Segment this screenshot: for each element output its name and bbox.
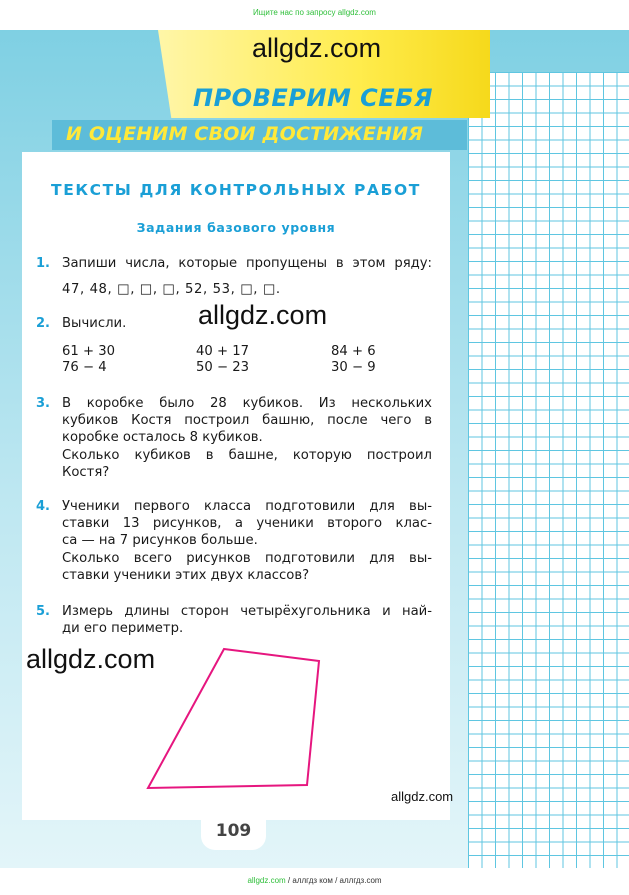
task-number: 5. bbox=[36, 604, 50, 619]
task-line: ставки 13 рисунков, а ученики второго клас- bbox=[62, 516, 432, 532]
watermark-top: allgdz.com bbox=[252, 33, 382, 63]
section-subtitle: И ОЦЕНИМ СВОИ ДОСТИЖЕНИЯ bbox=[66, 123, 424, 145]
task-line: Измерь длины сторон четырёхугольника и най- bbox=[62, 604, 432, 619]
quadrilateral-shape bbox=[148, 649, 319, 788]
task-number: 3. bbox=[36, 396, 50, 411]
number-sequence: 47, 48, □, □, □, 52, 53, □, □. bbox=[62, 282, 281, 297]
watermark-bottom-right: allgdz.com bbox=[391, 789, 454, 804]
expression: 84 + 6 bbox=[331, 344, 376, 359]
footer-separator: / bbox=[287, 876, 291, 885]
task-line: са — на 7 рисунков больше. bbox=[62, 533, 258, 549]
footer-links bbox=[0, 876, 629, 885]
task-line: В коробке было 28 кубиков. Из нескольких bbox=[62, 396, 432, 411]
task-2-text: Вычисли. bbox=[62, 316, 127, 331]
task-line: Сколько кубиков в башне, которую построил bbox=[62, 447, 432, 463]
expression: 40 + 17 bbox=[196, 344, 249, 359]
task-line: Костя? bbox=[62, 464, 110, 480]
page-number: 109 bbox=[215, 821, 252, 841]
expression: 76 − 4 bbox=[62, 360, 107, 375]
quadrilateral-figure bbox=[140, 640, 330, 800]
expression: 50 − 23 bbox=[196, 360, 249, 375]
task-line: коробке осталось 8 кубиков. bbox=[62, 430, 263, 446]
task-line: ставки ученики этих двух классов? bbox=[62, 567, 310, 583]
page-heading: ТЕКСТЫ ДЛЯ КОНТРОЛЬНЫХ РАБОТ bbox=[51, 181, 421, 199]
task-5-text bbox=[62, 603, 432, 637]
footer-link[interactable]: аллгдз ком bbox=[292, 876, 333, 885]
page-subheading: Задания базового уровня bbox=[136, 220, 336, 235]
task-1-text bbox=[62, 255, 432, 272]
section-title: ПРОВЕРИМ СЕБЯ bbox=[193, 84, 433, 112]
expression: 61 + 30 bbox=[62, 344, 115, 359]
task-number: 1. bbox=[36, 256, 50, 271]
footer-link[interactable]: аллгдз.com bbox=[339, 876, 382, 885]
task-line: Запиши числа, которые пропущены в этом ряду: bbox=[62, 256, 432, 271]
task-line: кубиков Костя построил башню, после чего в bbox=[62, 413, 432, 429]
watermark-middle: allgdz.com bbox=[198, 300, 328, 330]
task-number: 4. bbox=[36, 499, 50, 514]
squared-paper-strip bbox=[468, 72, 629, 868]
task-line: ди его периметр. bbox=[62, 621, 184, 637]
expression: 30 − 9 bbox=[331, 360, 376, 375]
task-line: Ученики первого класса подготовили для вы- bbox=[62, 499, 432, 514]
footer-link[interactable]: allgdz.com bbox=[247, 876, 286, 885]
watermark-left: allgdz.com bbox=[26, 644, 156, 674]
top-note: Ищите нас по запросу allgdz.com bbox=[253, 8, 376, 17]
task-3-text bbox=[62, 395, 432, 481]
footer-separator: / bbox=[335, 876, 338, 885]
task-4-text bbox=[62, 498, 432, 584]
task-number: 2. bbox=[36, 316, 50, 331]
task-line: Сколько всего рисунков подготовили для вы- bbox=[62, 550, 432, 566]
